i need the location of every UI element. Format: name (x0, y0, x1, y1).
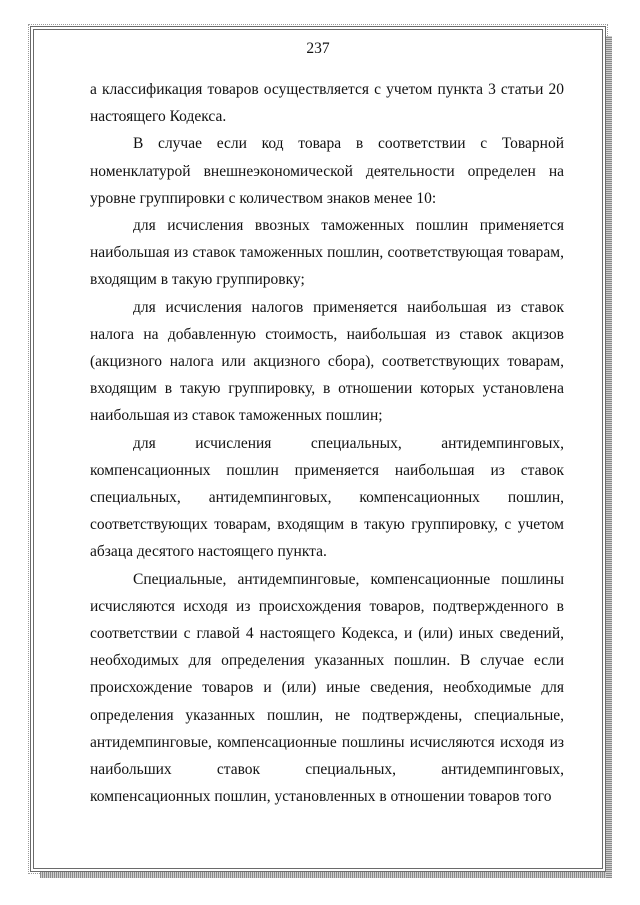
paragraph-3: для исчисления ввозных таможенных пошлин применяется наибольшая из ставок таможенных пошлин, соответствующая товарам, входящим в такую группировку; (90, 217, 564, 289)
paragraph-1: а классификация товаров осуществляется с учетом пункта 3 статьи 20 настоящего Кодекса. (90, 81, 564, 126)
page-number: 237 (306, 40, 330, 57)
paragraph-2: В случае если код товара в соответствии с Товарной номенклатурой внешнеэкономической деятельности определен на уровне группировки с количеством знаков менее 10: (90, 135, 564, 207)
document-body (90, 76, 564, 810)
document-page (30, 26, 606, 872)
paragraph-5: для исчисления специальных, антидемпинговых, компенсационных пошлин применяется наибольшая из ставок специальных, антидемпинговых, компенсационных пошлин, соответствующих товарам, входящим в такую группировку, с учетом абзаца десятого настоящего пункта. (90, 434, 564, 561)
paragraph-6: Специальные, антидемпинговые, компенсационные пошлины исчисляются исходя из происхождения товаров, подтвержденного в соответствии с главой 4 настоящего Кодекса, и (или) иных сведений, необходимых для определения указанных пошлин. В случае если происхождение товаров и (или) иные сведения, необходимые для определения указанных пошлин, не подтверждены, специальные, антидемпинговые, компенсационные пошлины исчисляются исходя из наибольших ставок специальных, антидемпинговых, компенсационных пошлин, установленных в отношении товаров того (90, 570, 564, 806)
paragraph-4: для исчисления налогов применяется наибольшая из ставок налога на добавленную стоимость, наибольшая из ставок акцизов (акцизного налога или акцизного сбора), соответствующих товарам, входящим в такую группировку, в отношении которых установлена наибольшая из ставок таможенных пошлин; (90, 298, 564, 425)
